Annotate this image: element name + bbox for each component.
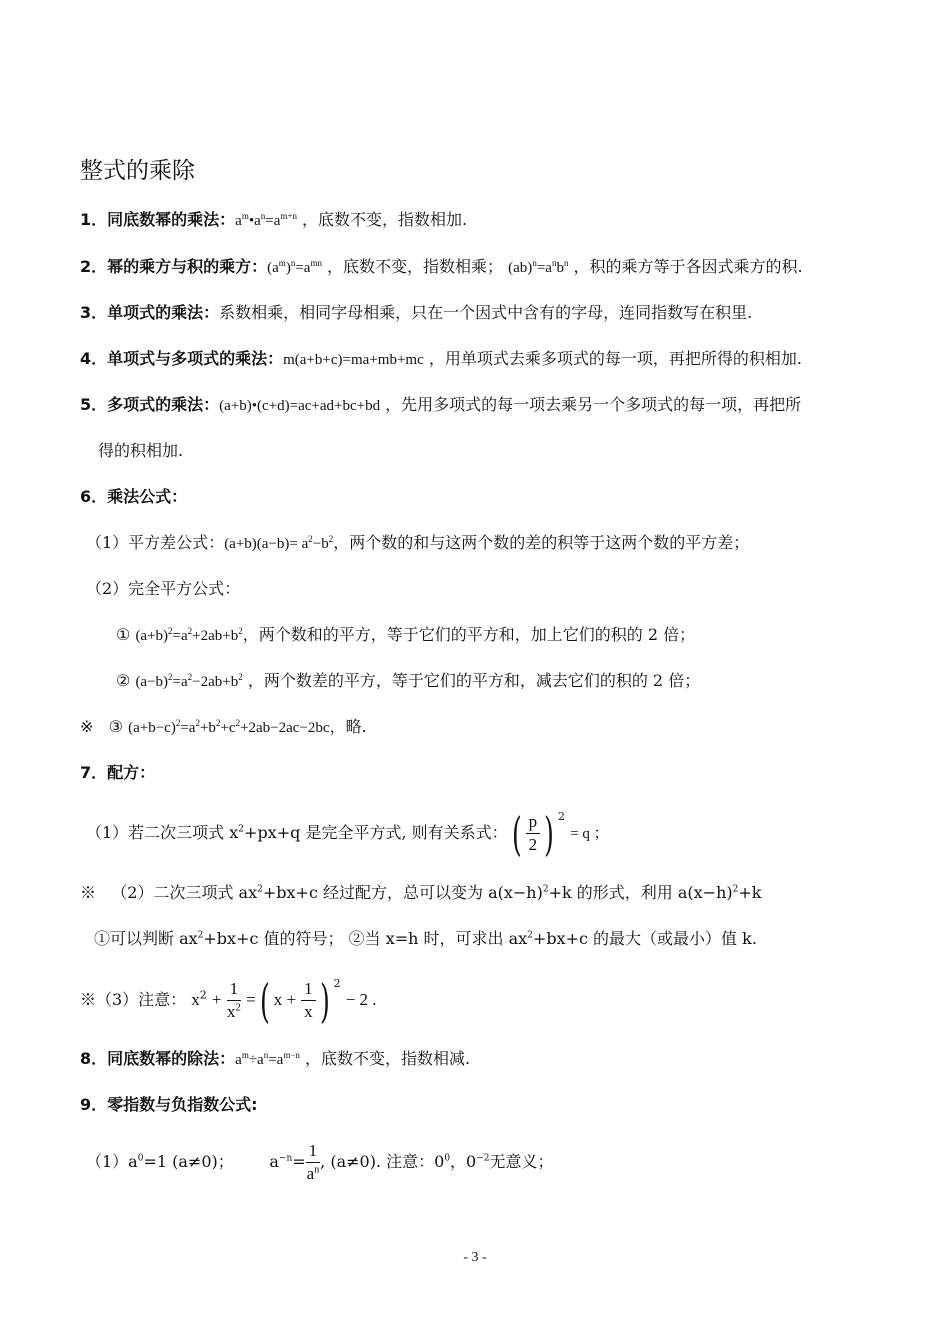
item-2-formula-1: $(a^m)^n=a^{mn}$ [267,258,322,276]
item-1 [80,210,467,231]
fraction-p-over-2: $\frac{p}{2}$ [526,811,541,856]
item-9-label: 9．零指数与负指数公式: [80,1095,258,1114]
item-2 [80,257,803,278]
fraction-1-over-x: $\frac{1}{x}$ [301,978,316,1023]
item-8-formula: $a^m\div a^n=a^{m-n}$ [235,1050,300,1068]
item-1-label: 1．同底数幂的乘法： [80,210,236,229]
item-9 [80,1095,258,1115]
item-7-part-2: ※ （2）二次三项式 $ax^2+bx+c$ 经过配方，总可以变为 $a(x-h)^2+k$ 的形式，利用 $a(x-h)^2+k$ [80,883,762,902]
item-2-formula-2: $(ab)^n=a^nb^n$ [508,258,569,276]
item-4-label: 4．单项式与多项式的乘法： [80,349,284,368]
item-8-label: 8．同底数幂的除法： [80,1049,236,1068]
item-9-part-1: $(1)a^0=1$ (a≠0)； $a^{-n}=$ $\frac{1}{a^n}$ , (a≠0). 注意：$0^0$，$0^{-2}$无意义； [86,1141,554,1183]
item-4-formula: m(a+b+c)=ma+mb+mc [283,352,424,368]
reference-mark: ※ [80,717,94,736]
item-7-part-3: ※（3）注意： $x^2$ + $\frac{1}{x^2}$ =( x + $\frac{1}{x}$ ) $^2$ − 2 . [80,973,377,1028]
item-8 [80,1049,470,1070]
fraction-1-over-an: $\frac{1}{a^n}$ [306,1141,320,1183]
item-2-tail: ，积的乘方等于各因式乘方的积. [573,257,803,276]
item-4 [80,349,802,370]
item-5-label: 5．多项式的乘法： [80,395,220,414]
item-6-sub-3: ※ ③ $(a+b-c)^2=a^2+b^2+c^2+2ab-2ac-2bc$，略. [80,717,367,736]
item-6-part-2: （2）完全平方公式： [86,579,241,598]
item-7-part-2-cont: ①可以判断 $ax^2+bx+c$ 值的符号； ②当 x=h 时，可求出 $ax^2+bx+c$ 的最大（或最小）值 k. [94,929,757,948]
item-7-part-1: （1）若二次三项式 $x^2+px+q$ 是完全平方式, 则有关系式：( $\frac{p}{2}$ ) $^2$ = q ； [86,806,609,861]
item-2-mid: ，底数不变，指数相乘； [327,257,504,276]
item-6-label: 6．乘法公式： [80,487,188,506]
page-number: - 3 - [463,1250,487,1265]
item-5-formula: (a+b)•(c+d)=ac+ad+bc+bd [219,398,381,414]
reference-mark: ※ [80,883,97,902]
item-1-formula: $a^m•a^n=a^{m+n}$ [235,211,297,229]
item-6 [80,487,187,507]
item-4-tail: ，用单项式去乘多项式的每一项，再把所得的积相加. [428,349,802,368]
item-5-tail: ，先用多项式的每一项去乘另一个多项式的每一项，再把所 [385,395,802,414]
item-5 [80,395,801,416]
item-3 [80,303,752,323]
page-title: 整式的乘除 [80,158,195,184]
item-3-label: 3．单项式的乘法： [80,303,220,322]
item-6-sub-2: ② $(a-b)^2=a^2-2ab+b^2$ ，两个数差的平方，等于它们的平方和，减去它们的积的 2 倍； [116,671,701,690]
item-7 [80,763,155,783]
item-3-text: 系数相乘，相同字母相乘，只在一个因式中含有的字母，连同指数写在积里. [219,303,753,322]
fraction-1-over-x2: $\frac{1}{x^2}$ [226,979,241,1021]
item-5-continuation: 得的积相加. [98,441,184,460]
item-7-label: 7．配方： [80,763,156,782]
item-6-part-1: （1）平方差公式：$(a+b)(a-b)= a^2-b^2$，两个数的和与这两个数的差的积等于这两个数的平方差； [86,533,750,552]
item-6-sub-1: ① $(a+b)^2=a^2+2ab+b^2$，两个数和的平方，等于它们的平方和，加上它们的积的 2 倍； [116,625,696,644]
item-8-tail: ，底数不变，指数相减. [305,1049,471,1068]
item-1-tail: ，底数不变，指数相加. [302,210,468,229]
item-2-label: 2．幂的乘方与积的乘方： [80,257,268,276]
